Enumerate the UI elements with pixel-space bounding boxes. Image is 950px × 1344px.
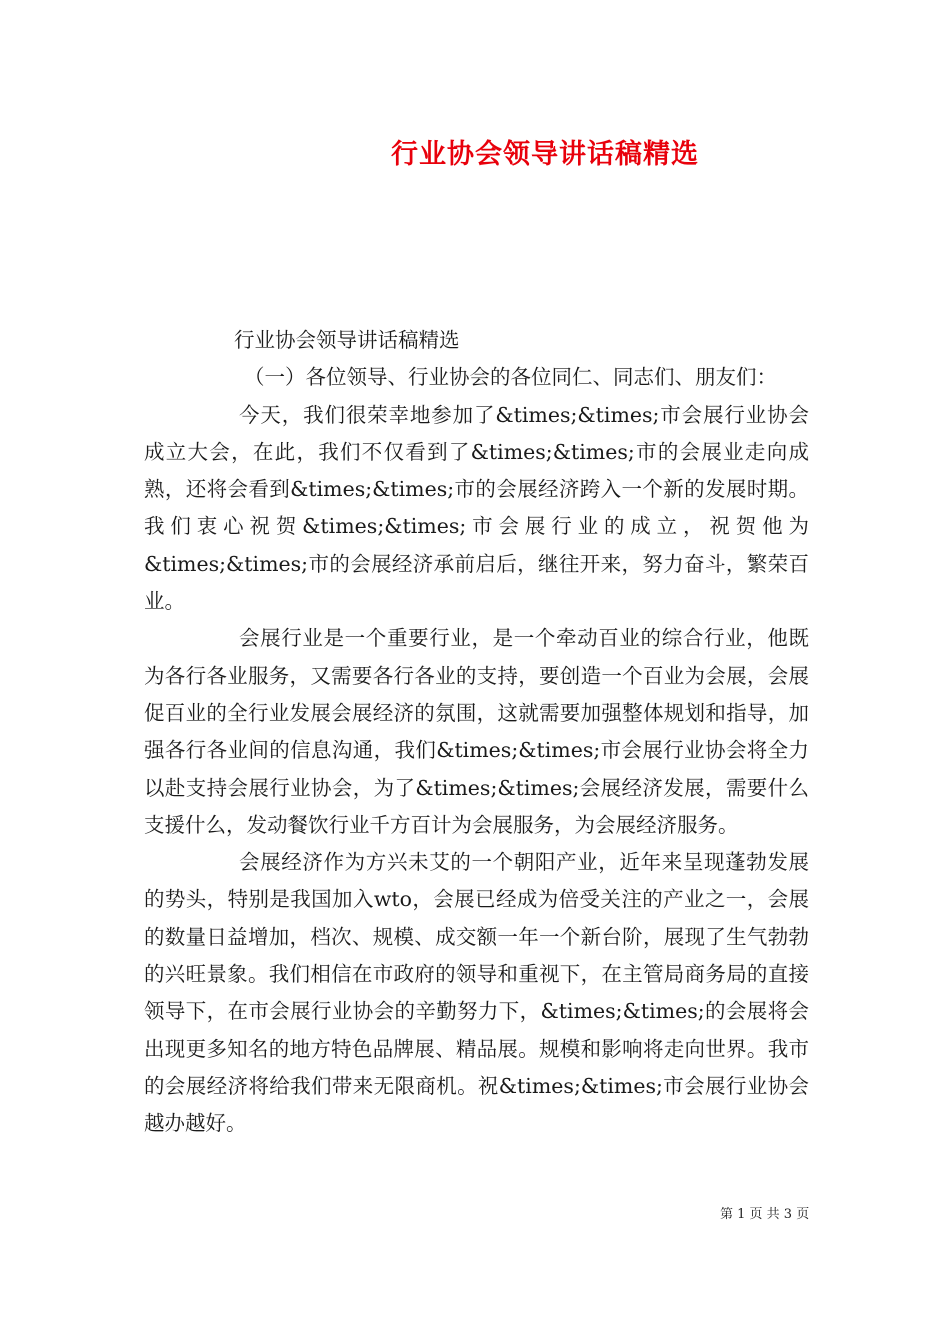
document-subtitle: 行业协会领导讲话稿精选	[234, 328, 460, 352]
paragraph-2: 会展行业是一个重要行业，是一个牵动百业的综合行业，他既为各行各业服务，又需要各行各业的支持，要创造一个百业为会展，会展促百业的全行业发展会展经济的氛围，这就需要加强整体规划和指导，加强各行各业间的信息沟通，我们&times;&times;市会展行业协会将全力以赴支持会展行业协会，为了&times;&times;会展经济发展，需要什么支援什么，发动餐饮行业千方百计为会展服务，为会展经济服务。	[144, 626, 809, 837]
paragraph-3: 会展经济作为方兴未艾的一个朝阳产业，近年来呈现蓬勃发展的势头，特别是我国加入wto，会展已经成为倍受关注的产业之一，会展的数量日益增加，档次、规模、成交额一年一个新台阶，展现了生气勃勃的兴旺景象。我们相信在市政府的领导和重视下，在主管局商务局的直接领导下，在市会展行业协会的辛勤努力下，&times;&times;的会展将会出现更多知名的地方特色品牌展、精品展。规模和影响将走向世界。我市的会展经济将给我们带来无限商机。祝&times;&times;市会展行业协会越办越好。	[144, 850, 809, 1136]
page-number: 第 1 页 共 3 页	[720, 1207, 810, 1222]
document-title: 行业协会领导讲话稿精选	[391, 139, 699, 170]
salutation: （一）各位领导、行业协会的各位同仁、同志们、朋友们：	[244, 365, 777, 390]
paragraph-1: 今天，我们很荣幸地参加了&times;&times;市会展行业协会成立大会，在此，我们不仅看到了&times;&times;市的会展业走向成熟，还将会看到&times;&times;市的会展经济跨入一个新的发展时期。我们衷心祝贺&times;&times;市会展行业的成立，祝贺他为&times;&times;市的会展经济承前启后，继往开来，努力奋斗，繁荣百业。	[144, 402, 809, 614]
document-body	[144, 322, 809, 1143]
